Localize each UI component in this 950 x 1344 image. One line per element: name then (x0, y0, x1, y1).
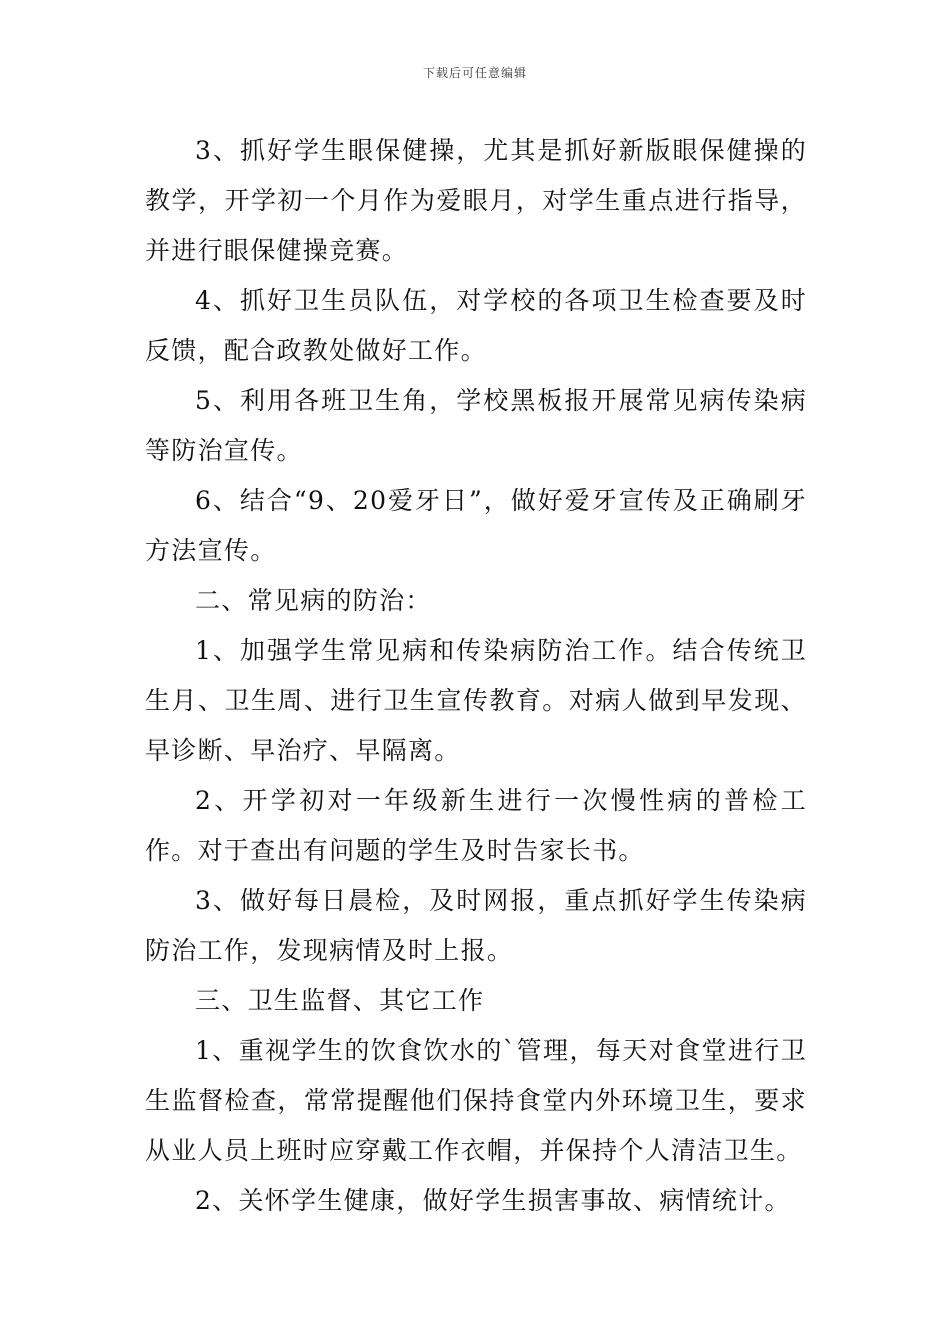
paragraph-disease-control: 1、加强学生常见病和传染病防治工作。结合传统卫生月、卫生周、进行卫生宣传教育。对病人做到早发现、早诊断、早治疗、早隔离。 (145, 636, 807, 765)
paragraph-eye-exercises: 3、抓好学生眼保健操，尤其是抓好新版眼保健操的教学，开学初一个月作为爱眼月，对学生重点进行指导，并进行眼保健操竞赛。 (145, 136, 807, 265)
paragraph-food-supervision: 1、重视学生的饮食饮水的`管理，每天对食堂进行卫生监督检查，常常提醒他们保持食堂内外环境卫生，要求从业人员上班时应穿戴工作衣帽，并保持个人清洁卫生。 (145, 1036, 807, 1165)
paragraph-freshman-checkup: 2、开学初对一年级新生进行一次慢性病的普检工作。对于查出有问题的学生及时告家长书。 (145, 786, 807, 865)
paragraph-teeth-day: 6、结合“9、20爱牙日”，做好爱牙宣传及正确刷牙方法宣传。 (145, 486, 807, 565)
paragraph-blackboard-publicity: 5、利用各班卫生角，学校黑板报开展常见病传染病等防治宣传。 (145, 386, 807, 465)
section-heading-disease-prevention: 二、常见病的防治： (195, 586, 432, 615)
document-body (145, 126, 807, 1226)
page-header-note: 下载后可任意编辑 (422, 66, 527, 80)
paragraph-health-team: 4、抓好卫生员队伍，对学校的各项卫生检查要及时反馈，配合政教处做好工作。 (145, 286, 807, 365)
section-heading-supervision: 三、卫生监督、其它工作 (195, 986, 485, 1015)
paragraph-morning-check: 3、做好每日晨检，及时网报，重点抓好学生传染病防治工作，发现病情及时上报。 (145, 886, 807, 965)
paragraph-student-health: 2、关怀学生健康，做好学生损害事故、病情统计。 (195, 1186, 791, 1215)
